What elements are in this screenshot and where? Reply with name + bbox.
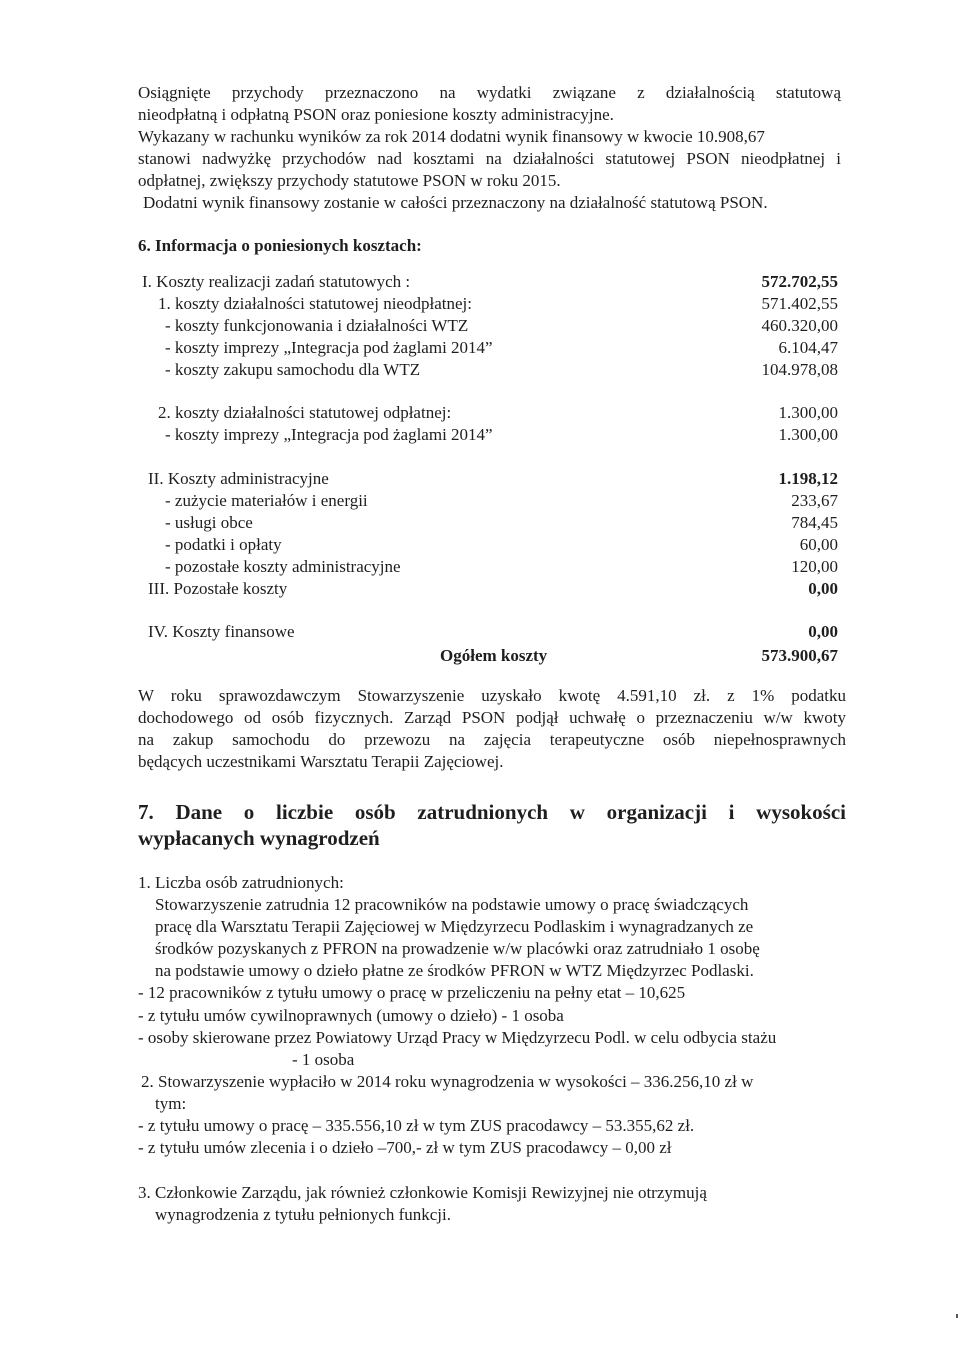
cost-value: 460.320,00	[761, 316, 838, 335]
item-text: - osoby skierowane przez Powiatowy Urząd Pracy w Międzyrzecu Podl. w celu odbycia stażu	[138, 1028, 777, 1047]
item-text: na podstawie umowy o dzieło płatne ze środków PFRON w WTZ Międzyrzec Podlaski.	[155, 961, 754, 980]
item-text: środków pozyskanych z PFRON na prowadzenie w/w placówki oraz zatrudniało 1 osobę	[155, 939, 760, 958]
cost-label: - pozostałe koszty administracyjne	[165, 557, 401, 576]
cost-label: - podatki i opłaty	[165, 535, 282, 554]
cost-value: 1.198,12	[778, 469, 838, 488]
item-text: pracę dla Warsztatu Terapii Zajęciowej w Międzyrzecu Podlaskim i wynagradzanych ze	[155, 917, 754, 936]
item-text: 3. Członkowie Zarządu, jak również członkowie Komisji Rewizyjnej nie otrzymują	[138, 1183, 707, 1202]
cost-label: II. Koszty administracyjne	[148, 469, 329, 488]
intro-line: nieodpłatną i odpłatną PSON oraz poniesione koszty administracyjne.	[138, 105, 614, 124]
cost-value: 6.104,47	[778, 338, 838, 357]
cost-label: III. Pozostałe koszty	[148, 579, 288, 598]
cost-label: - koszty funkcjonowania i działalności WTZ	[165, 316, 469, 335]
scan-speck	[956, 1314, 958, 1318]
intro-line: odpłatnej, zwiększy przychody statutowe PSON w roku 2015.	[138, 171, 561, 190]
item-text: - z tytułu umów zlecenia i o dzieło –700,- zł w tym ZUS pracodawcy – 0,00 zł	[138, 1138, 672, 1157]
cost-label: - usługi obce	[165, 513, 253, 532]
intro-line: Dodatni wynik finansowy zostanie w całości przeznaczony na działalność statutową PSON.	[143, 193, 768, 212]
cost-label: - koszty zakupu samochodu dla WTZ	[165, 360, 421, 379]
cost-label: - zużycie materiałów i energii	[165, 491, 368, 510]
cost-value: 1.300,00	[778, 403, 838, 422]
intro-line: Wykazany w rachunku wyników za rok 2014 dodatni wynik finansowy w kwocie 10.908,67	[138, 127, 765, 146]
item-text: Stowarzyszenie zatrudnia 12 pracowników na podstawie umowy o pracę świadczących	[155, 895, 749, 914]
item-text: - z tytułu umów cywilnoprawnych (umowy o dzieło) - 1 osoba	[138, 1006, 564, 1025]
section-7-heading: 7. Dane o liczbie osób zatrudnionych w organizacji i wysokości	[138, 800, 846, 824]
donation-line: dochodowego od osób fizycznych. Zarząd PSON podjął uchwałę o przeznaczeniu w/w kwoty	[138, 708, 846, 727]
cost-label: 2. koszty działalności statutowej odpłatnej:	[158, 403, 452, 422]
item-title: 1. Liczba osób zatrudnionych:	[138, 873, 344, 892]
item-text: - 1 osoba	[292, 1050, 355, 1069]
cost-value: 1.300,00	[778, 425, 838, 444]
section-6-heading: 6. Informacja o poniesionych kosztach:	[138, 236, 422, 255]
cost-value: 104.978,08	[761, 360, 838, 379]
cost-label: - koszty imprezy „Integracja pod żaglami 2014”	[165, 338, 493, 357]
cost-value: 0,00	[808, 579, 838, 598]
total-label: Ogółem koszty	[440, 646, 548, 665]
cost-value: 0,00	[808, 622, 838, 641]
cost-value: 120,00	[791, 557, 838, 576]
cost-label: - koszty imprezy „Integracja pod żaglami 2014”	[165, 425, 493, 444]
cost-value: 60,00	[799, 535, 838, 554]
item-text: 2. Stowarzyszenie wypłaciło w 2014 roku wynagrodzenia w wysokości – 336.256,10 zł w	[141, 1072, 754, 1091]
section-7-heading: wypłacanych wynagrodzeń	[138, 826, 380, 850]
intro-line: Osiągnięte przychody przeznaczono na wydatki związane z działalnością statutową	[138, 83, 841, 102]
cost-value: 233,67	[791, 491, 838, 510]
cost-label: 1. koszty działalności statutowej nieodpłatnej:	[158, 294, 472, 313]
donation-line: na zakup samochodu do przewozu na zajęcia terapeutyczne osób niepełnosprawnych	[138, 730, 846, 749]
cost-label: I. Koszty realizacji zadań statutowych :	[142, 272, 411, 291]
donation-line: będących uczestnikami Warsztatu Terapii Zajęciowej.	[138, 752, 504, 771]
intro-line: stanowi nadwyżkę przychodów nad kosztami na działalności statutowej PSON nieodpłatnej i	[138, 149, 841, 168]
item-text: - 12 pracowników z tytułu umowy o pracę w przeliczeniu na pełny etat – 10,625	[138, 983, 686, 1002]
cost-value: 571.402,55	[761, 294, 838, 313]
donation-line: W roku sprawozdawczym Stowarzyszenie uzyskało kwotę 4.591,10 zł. z 1% podatku	[138, 686, 846, 705]
item-text: tym:	[155, 1094, 187, 1113]
cost-value: 784,45	[791, 513, 838, 532]
total-value: 573.900,67	[761, 646, 838, 665]
item-text: wynagrodzenia z tytułu pełnionych funkcji.	[155, 1205, 451, 1224]
item-text: - z tytułu umowy o pracę – 335.556,10 zł w tym ZUS pracodawcy – 53.355,62 zł.	[138, 1116, 695, 1135]
cost-value: 572.702,55	[761, 272, 838, 291]
cost-label: IV. Koszty finansowe	[148, 622, 295, 641]
